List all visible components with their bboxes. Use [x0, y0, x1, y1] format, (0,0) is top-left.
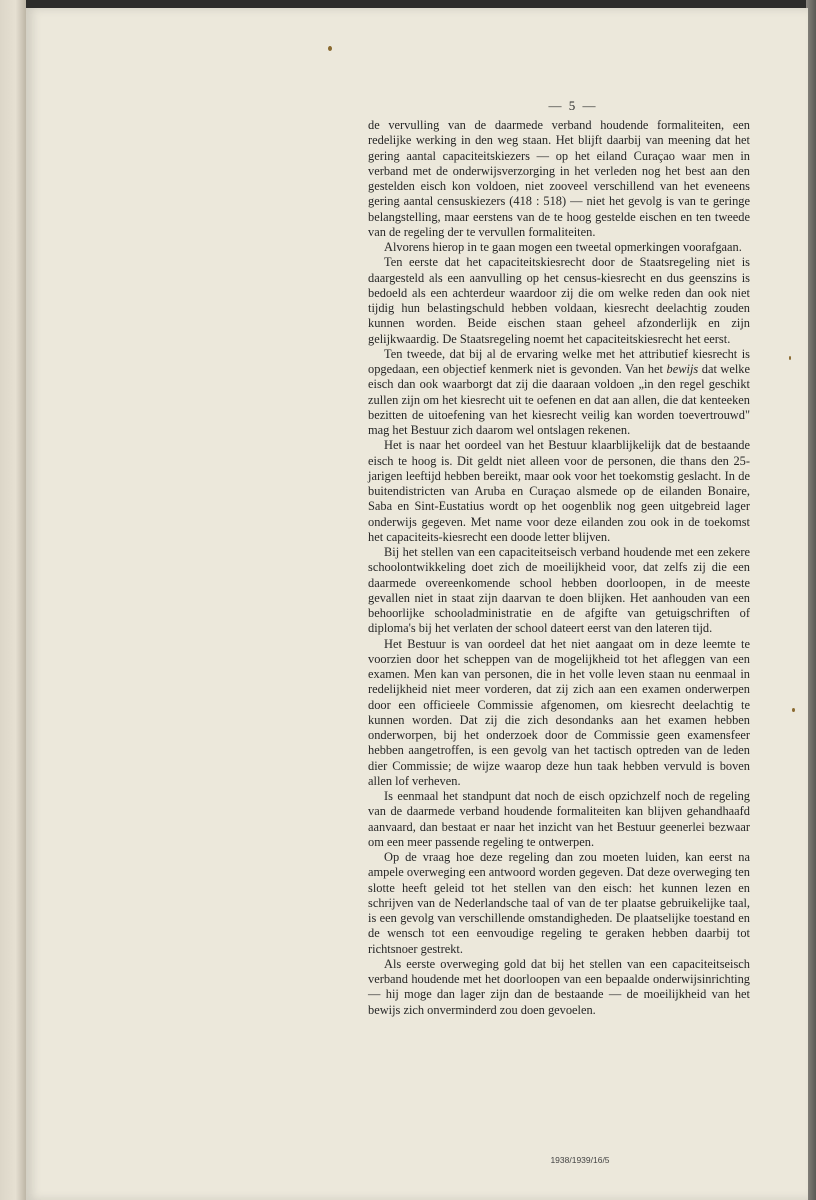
paragraph: Bij het stellen van een capaciteitseisch verband houdende met een zekere schoolontwikkeling doet zich de moeilijkheid voor, dat zelfs zij die een daarmede overeenkomende school hebben doorloopen, in de meeste gevallen niet in staat zijn daarvan te doen blijken. Het aanhouden van een behoorlijke schooladministratie en de afgifte van getuigschriften of diploma's bij het verlaten der school dateert eerst van den lateren tijd.	[368, 545, 750, 636]
adjacent-page-edge	[0, 0, 26, 1200]
paragraph: Is eenmaal het standpunt dat noch de eisch opzichzelf noch de regeling van de daarmede verband houdende formaliteiten kan blijven gehandhaafd aanvaard, dan bestaat er naar het inzicht van het Bestuur geenerlei bezwaar om een meer passende regeling te ontwerpen.	[368, 789, 750, 849]
paragraph: Als eerste overweging gold dat bij het stellen van een capaciteitseisch verband houdende met het doorloopen van een bepaalde onderwijsinrichting — hij moge dan lager zijn dan de bestaande — de moeilijkheid van het bewijs zich onverminderd zou doen gevoelen.	[368, 956, 750, 1017]
page-number: — 5 —	[548, 98, 598, 113]
paragraph: Het is naar het oordeel van het Bestuur klaarblijkelijk dat de bestaande eisch te hoog is. Dit geldt niet alleen voor de personen, die thans den 25-jarigen leeftijd hebben bereikt, maar ook voor het toekomstig geslacht. In de buitendistricten van Aruba en Curaçao alsmede op de eilanden Bonaire, Saba en Sint-Eustatius wordt op het oogenblik nog geen uitgebreid lager onderwijs gegeven. Met name voor deze eilanden zou ook in de toekomst het capaciteits-kiesrecht een doode letter blijven.	[368, 438, 750, 544]
paper-speck	[792, 708, 795, 712]
body-text	[368, 118, 750, 1018]
paragraph: de vervulling van de daarmede verband houdende formaliteiten, een redelijke werking in den weg staan. Het blijft daarbij van meening dat het gering aantal capaciteitskiezers — op het eiland Curaçao waar men in verband met de onderwijsverzorging in het verleden nog het best aan den gestelden eisch kon voldoen, niet zooveel verschillend van het eveneens gering aantal censuskiezers (418 : 518) — niet het gevolg is van te geringe belangstelling, maar eerstens van de te hoog gestelde eischen en ten tweede van de regeling der te vervullen formaliteiten.	[368, 118, 750, 239]
paragraph: Alvorens hierop in te gaan mogen een tweetal opmerkingen voorafgaan.	[384, 240, 742, 254]
paragraph: Ten tweede, dat bij al de ervaring welke met het attributief kiesrecht is opgedaan, een objectief kenmerk niet is gevonden. Van het bewijs dat welke eisch dan ook waarborgt dat zij die daaraan voldoen „in den regel geschikt zullen zijn om het kiesrecht uit te oefenen en dat aan allen, die dat kenteeken bezitten de uitoefening van het kiesrecht veilig kan worden toevertrouwd" mag het Bestuur zich daarom wel ontslagen rekenen.	[368, 346, 751, 437]
paragraph: Ten eerste dat het capaciteitskiesrecht door de Staatsregeling niet is daargesteld als een aanvulling op het census-kiesrecht en dus geenszins is bedoeld als een achterdeur waardoor zij die om welke reden dan ook niet tijdig hun belastingschuld hebben voldaan, kiesrecht deelachtig zouden kunnen worden. Beide eischen staan geheel afzonderlijk en zijn gelijkwaardig. De Staatsregeling noemt het capaciteitskiesrecht het eerst.	[368, 255, 750, 346]
paper-speck	[328, 46, 332, 51]
footer-archive-code: 1938/1939/16/5	[550, 1155, 610, 1165]
paragraph: Op de vraag hoe deze regeling dan zou moeten luiden, kan eerst na ampele overweging een antwoord worden gegeven. Dat deze overweging ten slotte heeft geleid tot het stellen van den eisch: het kunnen lezen en schrijven van de Nederlandsche taal of van de ter plaatse gebruikelijke taal, is een gevolg van verschillende omstandigheden. De plaatselijke toestand en de wensch tot een eenvoudige regeling te geraken hebben daarbij tot richtsnoer gestrekt.	[368, 850, 750, 956]
paragraph: Het Bestuur is van oordeel dat het niet aangaat om in deze leemte te voorzien door het scheppen van de mogelijkheid tot het afleggen van een examen. Men kan van personen, die in het volle leven staan nu eenmaal in redelijkheid niet meer vorderen, dat zij zich aan een examen onderwerpen door een officieele Commissie afgenomen, om kiesrecht deelachtig te kunnen worden. Dat zij die zich desondanks aan het examen hebben onderworpen, bij het onderzoek door de Commissie geen examensfeer hebben aangetroffen, is een gevolg van het tactisch optreden van de leden dier Commissie; de wijze waarop deze hun taak hebben vervuld is boven allen lof verheven.	[368, 636, 750, 788]
paper-speck	[789, 356, 791, 360]
emphasized-word: bewijs	[666, 362, 699, 376]
